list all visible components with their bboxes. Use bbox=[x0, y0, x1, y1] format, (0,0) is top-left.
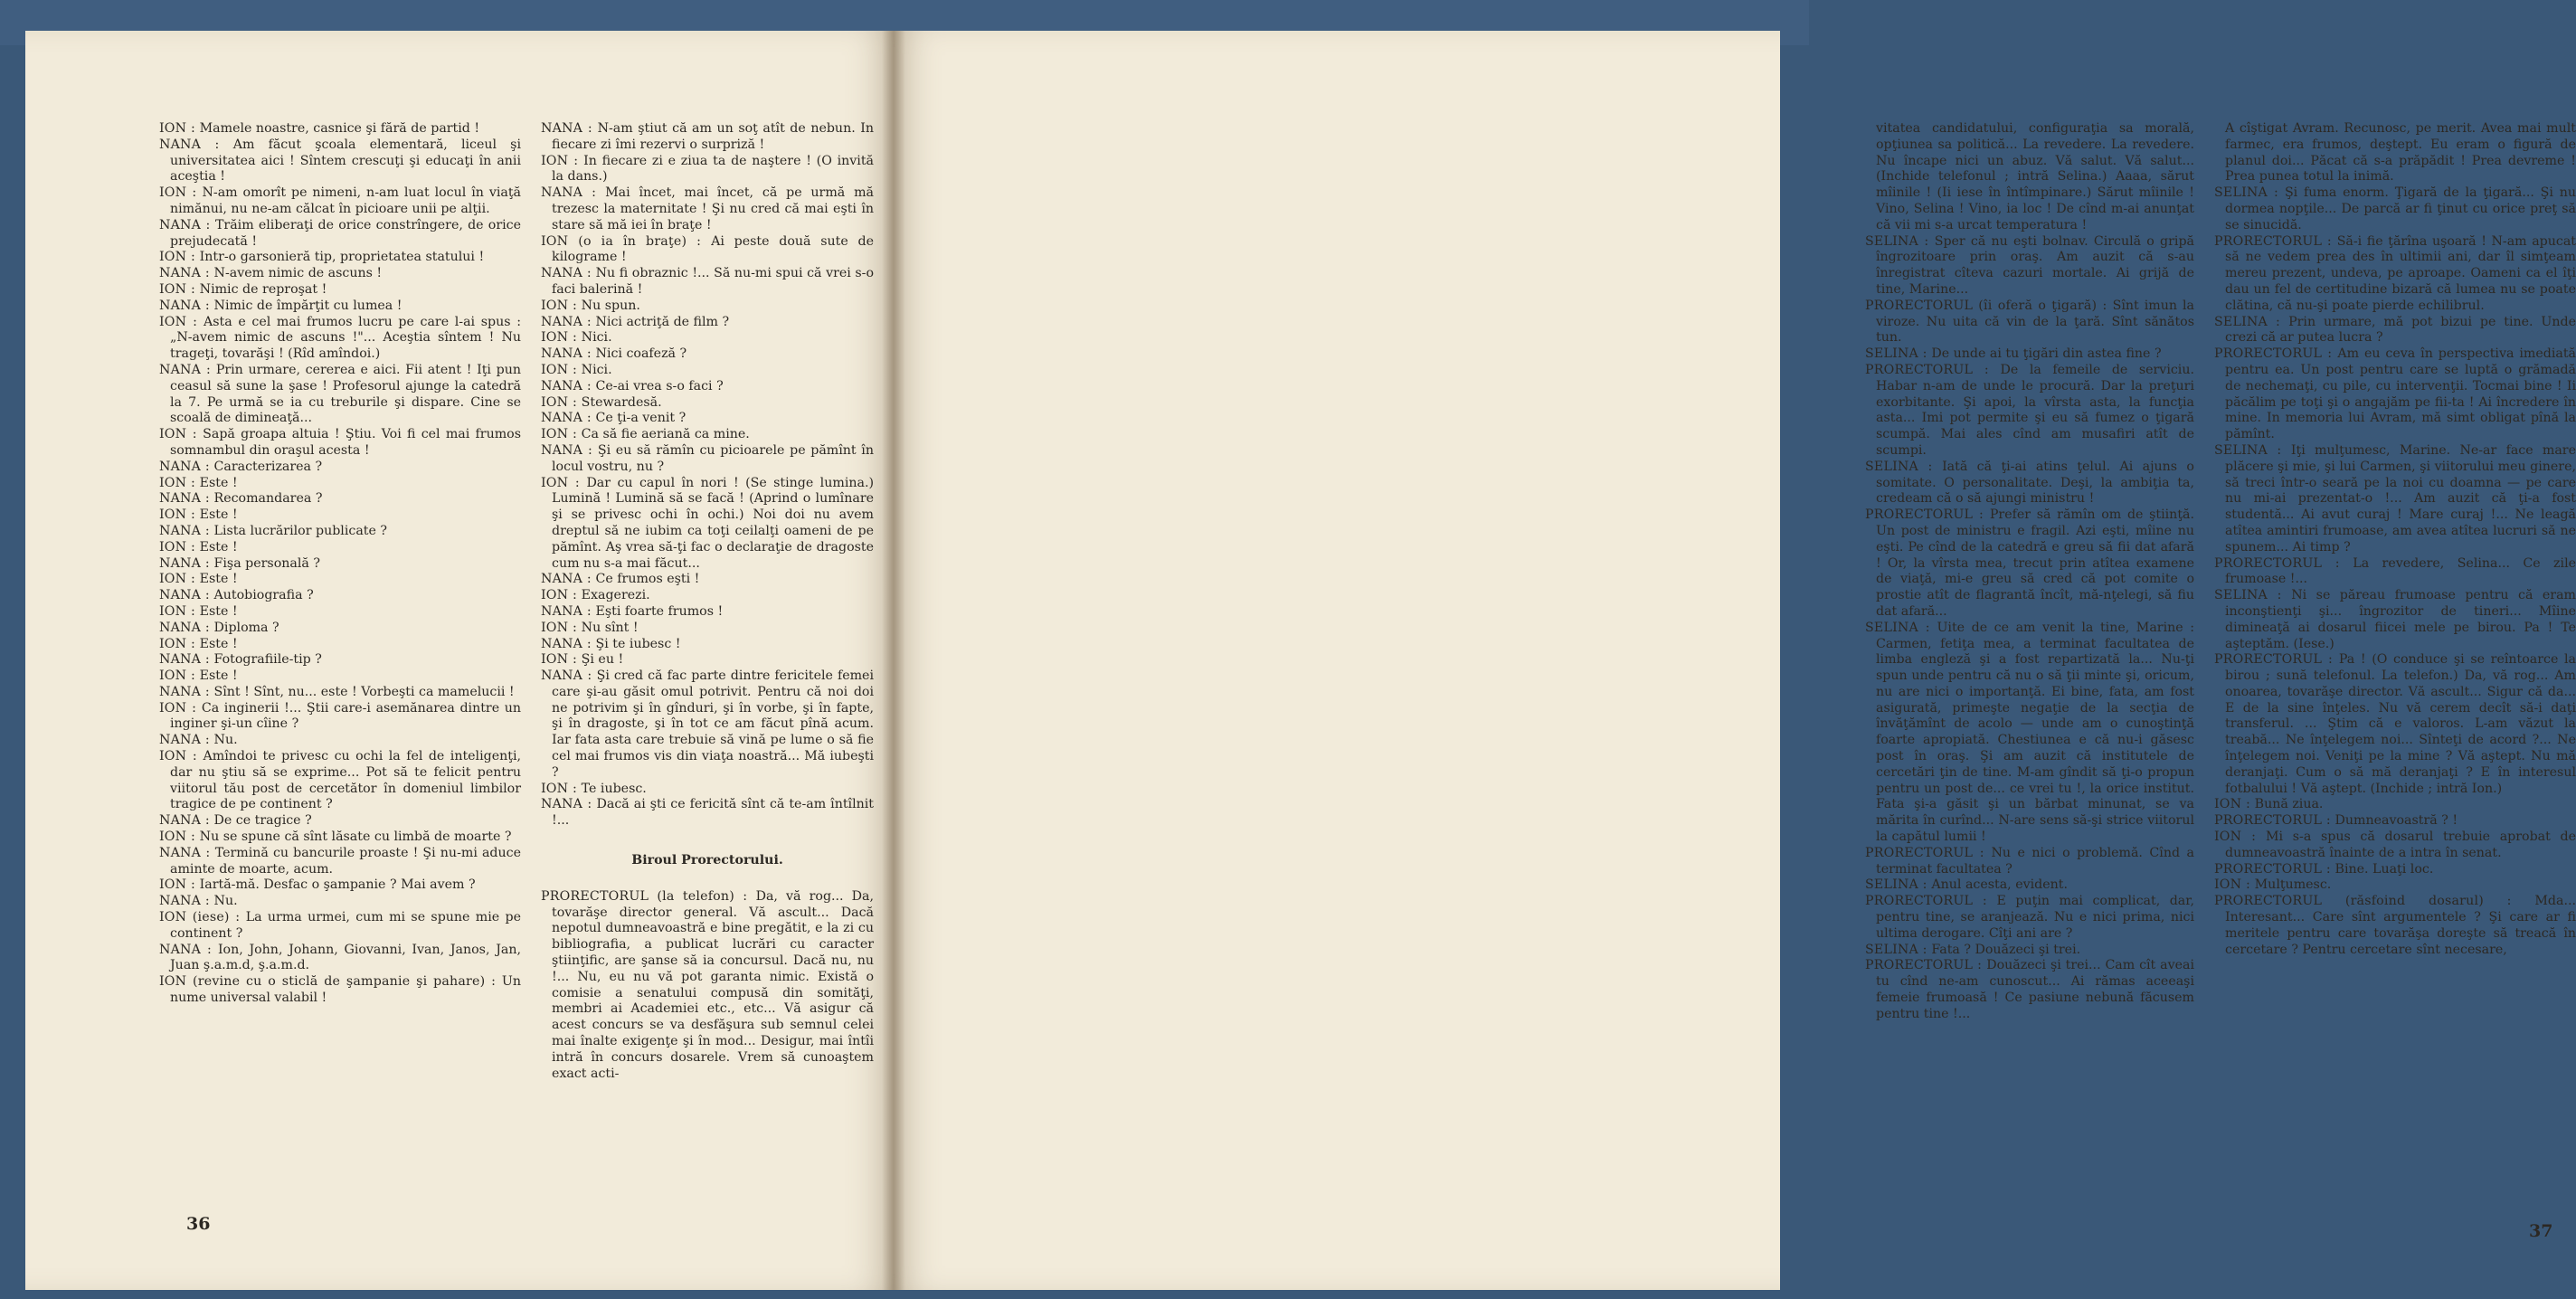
line-text: Nu sînt ! bbox=[581, 620, 639, 635]
line-text: Dacă ai şti ce fericită sînt că te-am întîlnit !... bbox=[552, 797, 874, 829]
speaker-name: ION : bbox=[159, 314, 204, 329]
line-text: Uite de ce am venit la tine, Marine : Carmen, fetiţa mea, a terminat facultatea de limba engleză şi a fost repartizată la... Nu-ţi spun unde pentru că nu o să ţii minte şi, oricum, nu are nici o importanţă. Ei bine, fata, am fost asigurată, primeşte negaţie de la secţia de învăţămînt de acolo — unde am o cunoştinţă foarte apropiată. Chestiunea e că nu-i găsesc post în oraş. Şi am auzit că institutele de cercetări ţin de tine. M-am gîndit să ţi-o propun pentru un post de... ce vrei tu !, la orice institut. Fata şi-a găsit şi un bărbat minunat, se va mărita în curînd... N-are sens să-şi strice viitorul la capătul lumii ! bbox=[1876, 620, 2194, 845]
line-text: De ce tragice ? bbox=[213, 813, 312, 829]
dialogue-line bbox=[2214, 346, 2576, 443]
line-text: Este ! bbox=[199, 572, 238, 587]
speaker-name: ION : bbox=[541, 153, 584, 168]
line-text: Lista lucrărilor publicate ? bbox=[213, 523, 387, 538]
continued-text: vitatea candidatului, configuraţia sa morală, opţiunea sa politică... La revedere. La revedere. Nu încape nici un abuz. Vă salut. Vă salut... (Inchide telefonul ; intră Selina.) Aaaa, sărut mîinile ! (Ii iese în întîmpinare.) Sărut mîinile ! Vino, Selina ! Vino, ia loc ! De cînd m-ai anunţat că vii mi s-a urcat temperatura ! bbox=[1876, 121, 2194, 232]
line-text: Şi cred că fac parte dintre fericitele femei care şi-au găsit omul potrivit. Pentru că noi doi ne potrivim şi în gînduri, şi în vorbe, şi în fapte, şi în dragoste, şi în tot ce am făcut pînă acum. Iar fata asta care trebuie să vină pe lume o să fie cel mai frumos vis din viaţa noastră... Mă iubeşti ? bbox=[552, 668, 874, 780]
line-text: Caracterizarea ? bbox=[213, 459, 323, 474]
dialogue-line bbox=[1865, 877, 2194, 894]
line-text: Fotografiile-tip ? bbox=[213, 652, 322, 668]
line-text: Nu. bbox=[213, 733, 238, 748]
dialogue-line bbox=[541, 266, 874, 299]
line-text: Sapă groapa altuia ! Ştiu. Voi fi cel mai frumos somnambul din oraşul acesta ! bbox=[170, 427, 522, 458]
dialogue-line bbox=[159, 749, 521, 813]
line-text: Nici. bbox=[581, 330, 612, 346]
speaker-name: NANA : bbox=[541, 603, 596, 619]
dialogue-line bbox=[541, 346, 874, 363]
line-text: Bine. Luaţi loc. bbox=[2334, 861, 2434, 877]
line-text: Da, vă rog... Da, tovarăşe director general. Vă ascult... Dacă nepotul dumneavoastră e bine pregătit, e la zi cu bibliografia, a publicat lucrări cu caracter ştiinţific, are şanse să ia concursul. Dacă nu, nu !... Nu, eu nu vă pot garanta nimic. Există o comisie a senatului compusă din somităţi, membri ai Academiei etc., etc... Vă asigur că acest concurs se va desfăşura sub semnul celei mai înalte exigenţe şi în mod... Desigur, mai întîi intră în concurs dosarele. Vrem să cunoaştem exact acti- bbox=[552, 888, 875, 1081]
speaker-name: NANA : bbox=[541, 378, 596, 393]
speaker-name: ION : bbox=[541, 427, 582, 442]
dialogue-line bbox=[159, 733, 521, 749]
line-text: La revedere, Selina... Ce zile frumoase !... bbox=[2225, 555, 2576, 587]
dialogue-line bbox=[159, 427, 521, 460]
speaker-name: NANA : bbox=[159, 588, 214, 603]
dialogue-line bbox=[159, 363, 521, 427]
dialogue-line bbox=[1865, 299, 2194, 346]
speaker-name: SELINA : bbox=[1865, 620, 1937, 635]
dialogue-line bbox=[541, 411, 874, 427]
dialogue-line bbox=[159, 621, 521, 637]
speaker-name: ION : bbox=[541, 588, 582, 603]
speaker-name: NANA : bbox=[159, 845, 215, 860]
line-text: Nimic de împărţit cu lumea ! bbox=[213, 298, 402, 313]
line-text: Nici. bbox=[581, 362, 612, 377]
line-text: Stewardesă. bbox=[581, 394, 662, 410]
page-number-left: 36 bbox=[186, 1214, 211, 1234]
line-text: Şi eu să rămîn cu picioarele pe pămînt în locul vostru, nu ? bbox=[552, 442, 874, 474]
dialogue-line bbox=[1865, 507, 2194, 621]
line-text: Trăim eliberaţi de orice constrîngere, de orice prejudecată ! bbox=[170, 217, 521, 249]
dialogue-line bbox=[159, 315, 521, 363]
dialogue-line bbox=[1865, 346, 2194, 363]
line-text: Prin urmare, mă pot bizui pe tine. Unde crezi că ar putea lucra ? bbox=[2225, 314, 2576, 346]
speaker-name: PRORECTORUL : bbox=[2214, 652, 2339, 668]
line-text: Nu e nici o problemă. Cînd a terminat facultatea ? bbox=[1876, 845, 2194, 877]
speaker-name: NANA : bbox=[159, 894, 214, 909]
speaker-name: NANA : bbox=[159, 266, 214, 281]
line-text: Să-i fie ţărîna uşoară ! N-am apucat să ne vedem prea des în ultimii ani, dar îl simţeam mereu prezent, undeva, pe aproape. Oameni ca el îţi dau un fel de certitudine bizară că lumea nu se poate clătina, că nu-şi poate pierde echilibrul. bbox=[2225, 233, 2576, 313]
speaker-name: SELINA : bbox=[2214, 185, 2285, 201]
speaker-name: NANA : bbox=[541, 266, 596, 281]
speaker-name: ION : bbox=[2214, 797, 2255, 812]
scene-heading: Biroul Prorectorului. bbox=[631, 853, 783, 868]
dialogue-line bbox=[159, 813, 521, 830]
line-text: N-avem nimic de ascuns ! bbox=[213, 266, 383, 281]
dialogue-line bbox=[541, 797, 874, 830]
dialogue-line bbox=[159, 637, 521, 653]
speaker-name: ION : bbox=[159, 427, 204, 442]
line-text: Te iubesc. bbox=[581, 781, 647, 796]
dialogue-line bbox=[2214, 652, 2576, 797]
speaker-name: ION : bbox=[159, 185, 203, 201]
dialogue-line bbox=[2214, 877, 2576, 894]
speaker-name: ION : bbox=[159, 749, 204, 764]
line-text: Autobiografia ? bbox=[213, 588, 314, 603]
line-text: In fiecare zi e ziua ta de naştere ! (O invită la dans.) bbox=[552, 153, 874, 185]
speaker-name: NANA : bbox=[159, 217, 215, 232]
speaker-name: NANA : bbox=[541, 346, 596, 362]
line-text: E puţin mai complicat, dar, pentru tine, se aranjează. Nu e nici prima, nici ultima derogare. Cîţi ani are ? bbox=[1876, 894, 2194, 941]
speaker-name: ION : bbox=[2214, 877, 2255, 893]
dialogue-line bbox=[2214, 894, 2576, 958]
speaker-name: ION : bbox=[159, 636, 200, 651]
line-text: Este ! bbox=[199, 507, 238, 523]
speaker-name: NANA : bbox=[159, 362, 216, 377]
dialogue-line bbox=[159, 507, 521, 524]
speaker-name: ION : bbox=[159, 250, 200, 265]
dialogue-line bbox=[159, 460, 521, 476]
dialogue-line bbox=[2214, 813, 2576, 830]
book-gutter bbox=[882, 31, 905, 1290]
dialogue-line bbox=[159, 185, 521, 218]
line-text: Diploma ? bbox=[213, 620, 279, 635]
speaker-name: ION : bbox=[159, 281, 200, 297]
dialogue-line bbox=[159, 846, 521, 878]
speaker-name: ION : bbox=[159, 700, 202, 716]
line-text: Eşti foarte frumos ! bbox=[595, 603, 724, 619]
line-text: Şi te iubesc ! bbox=[595, 636, 681, 651]
speaker-name: ION : bbox=[541, 781, 582, 796]
speaker-name: ION : bbox=[541, 652, 582, 668]
dialogue-line bbox=[159, 668, 521, 685]
line-text: Iată că ţi-ai atins ţelul. Ai ajuns o somitate. O personalitate. Deşi, la ambiţia ta, credeam că o să ajungi ministru ! bbox=[1876, 459, 2194, 507]
line-text: Am eu ceva în perspectiva imediată pentru ea. Un post pentru care se luptă o grămadă de nechemaţi, cu pile, cu intervenţii. Tocmai bine ! Ii păcălim pe toţi şi o angajăm pe fii-ta ! Ai încredere în mine. In memoria lui Avram, mă simt obligat pînă la pămînt. bbox=[2225, 346, 2576, 442]
speaker-name: ION (revine cu o sticlă de şampanie şi pahare) : bbox=[159, 974, 502, 990]
line-text: Prin urmare, cererea e aici. Fii atent ! Iţi pun ceasul să sune la şase ! Profesorul ajunge la catedră la 7. Pe urmă se ia cu treburile şi dispare. Cine se scoală de dimineaţă... bbox=[170, 362, 521, 426]
dialogue-line bbox=[541, 395, 874, 412]
line-text: Ca să fie aeriană ca mine. bbox=[581, 427, 750, 442]
line-text: Am făcut şcoala elementară, liceul şi universitatea aici ! Sîntem crescuţi şi educaţi în anii aceştia ! bbox=[170, 137, 521, 185]
dialogue-line bbox=[541, 363, 874, 379]
speaker-name: ION (o ia în braţe) : bbox=[541, 233, 712, 249]
line-text: Pa ! (O conduce şi se reîntoarce la birou ; sună telefonul. La telefon.) Da, vă rog... Am onoarea, tovarăşe director. Vă ascult... Sigur că da... E de la sine înţeles. Nu vă cerem decît să-i daţi transferul. ... Ştim că e valoros. L-am văzut la treabă... Ne înţelegem noi... Sînteţi de acord ?... Ne înţelegem noi. Veniţi pe la mine ? Vă aştept. Nu mă deranjaţi. Cum o să mă deranjaţi ? E în interesul fotbalului ! Vă aştept. (Inchide ; intră Ion.) bbox=[2225, 652, 2576, 796]
dialogue-line bbox=[2214, 185, 2576, 233]
line-text: Nu se spune că sînt lăsate cu limbă de moarte ? bbox=[199, 830, 512, 845]
speaker-name: PRORECTORUL : bbox=[2214, 813, 2335, 829]
speaker-name: NANA : bbox=[541, 314, 596, 329]
speaker-name: PRORECTORUL : bbox=[1865, 362, 2001, 377]
line-text: Este ! bbox=[199, 668, 238, 684]
page-number-right: 37 bbox=[2529, 1221, 2553, 1241]
speaker-name: PRORECTORUL : bbox=[1865, 845, 1992, 860]
dialogue-line bbox=[159, 877, 521, 894]
line-text: Nu fi obraznic !... Să nu-mi spui că vrei s-o faci balerină ! bbox=[552, 266, 874, 297]
dialogue-line bbox=[541, 572, 874, 588]
dialogue-line bbox=[541, 889, 874, 1083]
dialogue-line bbox=[1865, 943, 2194, 959]
line-text: Asta e cel mai frumos lucru pe care l-ai spus : „N-avem nimic de ascuns !"... Aceştia sîntem ! Nu trageţi, tovarăşi ! (Rîd amîndoi.) bbox=[170, 314, 521, 362]
line-text: Intr-o garsonieră tip, proprietatea statului ! bbox=[199, 250, 485, 265]
dialogue-line bbox=[159, 701, 521, 734]
line-text: Exagerezi. bbox=[581, 588, 650, 603]
speaker-name: NANA : bbox=[159, 555, 214, 571]
column-3 bbox=[1865, 121, 2194, 1023]
speaker-name: SELINA : bbox=[2214, 442, 2291, 458]
dialogue-line bbox=[2214, 830, 2576, 862]
speaker-name: NANA : bbox=[159, 491, 214, 507]
dialogue-line bbox=[541, 154, 874, 186]
speaker-name: ION : bbox=[541, 298, 582, 313]
line-text: Este ! bbox=[199, 636, 238, 651]
dialogue-line bbox=[2214, 862, 2576, 878]
speaker-name: NANA : bbox=[159, 684, 214, 699]
line-text: Nici coafeză ? bbox=[595, 346, 687, 362]
dialogue-line bbox=[541, 234, 874, 267]
line-text: N-am omorît pe nimeni, n-am luat locul în viaţă nimănui, nu ne-am călcat în picioare unii pe alţii. bbox=[170, 185, 521, 216]
column-2 bbox=[541, 121, 874, 1082]
line-text: Ce frumos eşti ! bbox=[595, 572, 700, 587]
dialogue-line bbox=[159, 556, 521, 573]
dialogue-line bbox=[541, 330, 874, 346]
line-text: Prefer să rămîn om de ştiinţă. Un post de ministru e fragil. Azi eşti, mîine nu eşti. Pe cînd de la catedră e greu să fii dat afară ! Or, la vîrsta mea, trecut prin atîtea examene de viaţă, mi-e greu să cred că pot comite o prostie atît de flagrantă încît, mă-nţelegi, să fiu dat afară... bbox=[1876, 507, 2194, 619]
dialogue-line bbox=[2214, 588, 2576, 652]
speaker-name: ION (iese) : bbox=[159, 910, 246, 925]
speaker-name: PRORECTORUL : bbox=[1865, 507, 1990, 523]
speaker-name: NANA : bbox=[159, 459, 214, 474]
speaker-name: NANA : bbox=[159, 620, 214, 635]
line-text: Nu. bbox=[213, 894, 238, 909]
speaker-name: PRORECTORUL (răsfoind dosarul) : bbox=[2214, 894, 2535, 909]
dialogue-line bbox=[541, 427, 874, 443]
line-text: Ai peste două sute de kilograme ! bbox=[552, 233, 874, 265]
dialogue-line bbox=[1865, 621, 2194, 846]
dialogue-line bbox=[541, 637, 874, 653]
dialogue-line bbox=[159, 588, 521, 604]
dialogue-line bbox=[541, 621, 874, 637]
line-text: Este ! bbox=[199, 539, 238, 555]
line-text: Iartă-mă. Desfac o şampanie ? Mai avem ? bbox=[199, 877, 476, 893]
dialogue-line bbox=[159, 572, 521, 588]
speaker-name: ION : bbox=[541, 620, 582, 635]
line-text: De unde ai tu ţigări din astea fine ? bbox=[1931, 346, 2162, 362]
speaker-name: ION : bbox=[159, 475, 200, 490]
line-text: De la femeile de serviciu. Habar n-am de unde le procură. Dar la preţuri exorbitante. Şi apoi, la vîrsta asta, la funcţia asta... Imi pot permite şi eu să fumez o ţigară scumpă. Mai ales cînd am musafiri atît de scumpi. bbox=[1876, 362, 2194, 458]
speaker-name: SELINA : bbox=[2214, 314, 2289, 329]
speaker-name: ION : bbox=[159, 121, 200, 136]
column-1 bbox=[159, 121, 521, 1007]
dialogue-line bbox=[159, 121, 521, 137]
speaker-name: NANA : bbox=[541, 121, 598, 136]
speaker-name: ION : bbox=[159, 507, 200, 523]
speaker-name: NANA : bbox=[541, 442, 598, 458]
dialogue-line bbox=[1865, 846, 2194, 878]
speaker-name: PRORECTORUL : bbox=[1865, 958, 1987, 973]
line-text: N-am ştiut că am un soţ atît de nebun. In fiecare zi îmi rezervi o surpriză ! bbox=[552, 121, 874, 152]
dialogue-line bbox=[541, 604, 874, 621]
speaker-name: ION : bbox=[159, 603, 200, 619]
line-text: Ni se păreau frumoase pentru că eram inconştienţi şi... îngrozitor de tineri... Mîine dimineaţă ai dosarul fiicei mele pe birou. Pa ! Te aşteptăm. (Iese.) bbox=[2225, 588, 2576, 651]
line-text: Fata ? Douăzeci şi trei. bbox=[1931, 942, 2081, 957]
speaker-name: PRORECTORUL : bbox=[2214, 233, 2337, 249]
dialogue-line bbox=[159, 476, 521, 492]
line-text: Nimic de reproşat ! bbox=[199, 281, 327, 297]
line-text: Sînt ! Sînt, nu... este ! Vorbeşti ca mamelucii ! bbox=[213, 684, 515, 699]
dialogue-line bbox=[2214, 443, 2576, 556]
dialogue-line bbox=[541, 379, 874, 395]
dialogue-line bbox=[159, 282, 521, 299]
dialogue-line bbox=[159, 540, 521, 556]
line-text: Sînt imun la viroze. Nu uita că vin de la ţară. Sînt sănătos tun. bbox=[1876, 298, 2194, 346]
speaker-name: PRORECTORUL : bbox=[2214, 555, 2353, 571]
line-text: Şi eu ! bbox=[581, 652, 624, 668]
dialogue-line bbox=[159, 218, 521, 251]
dialogue-line bbox=[159, 943, 521, 975]
speaker-name: NANA : bbox=[541, 797, 597, 812]
speaker-name: SELINA : bbox=[1865, 942, 1932, 957]
speaker-name: PRORECTORUL (la telefon) : bbox=[541, 888, 756, 904]
line-text: Ce ţi-a venit ? bbox=[595, 411, 687, 426]
dialogue-line bbox=[159, 652, 521, 668]
speaker-name: SELINA : bbox=[1865, 346, 1932, 362]
line-text: Mamele noastre, casnice şi fără de partid ! bbox=[199, 121, 480, 136]
speaker-name: NANA : bbox=[541, 185, 606, 201]
dialogue-line bbox=[1865, 363, 2194, 460]
line-text: Este ! bbox=[199, 603, 238, 619]
line-text: Ca inginerii !... Ştii care-i asemănarea dintre un inginer şi-un cîine ? bbox=[170, 700, 521, 732]
dialogue-line bbox=[541, 315, 874, 331]
speaker-name: ION : bbox=[159, 877, 200, 893]
dialogue-line bbox=[1865, 460, 2194, 507]
column-4 bbox=[2214, 121, 2576, 958]
dialogue-line bbox=[541, 299, 874, 315]
dialogue-line bbox=[159, 830, 521, 846]
line-text: Iţi mulţumesc, Marine. Ne-ar face mare plăcere şi mie, şi lui Carmen, şi viitorului meu ginere, să treci într-o seară pe la noi cu doamna — pe care nu mi-ai prezentat-o !... Am auzit că ţi-a fost studentă... Ai avut curaj ! Mare curaj !... Ne leagă atîtea amintiri frumoase, am avea atîtea lucruri să ne spunem... Ai timp ? bbox=[2225, 442, 2576, 555]
dialogue-line bbox=[159, 266, 521, 282]
line-text: Sper că nu eşti bolnav. Circulă o gripă îngrozitoare prin oraş. Am auzit că s-au înregistrat cîteva cazuri mortale. Ai grijă de tine, Marine... bbox=[1876, 233, 2194, 297]
speaker-name: NANA : bbox=[159, 652, 214, 668]
speaker-name: SELINA : bbox=[1865, 877, 1932, 893]
speaker-name: ION : bbox=[2214, 830, 2266, 845]
dialogue-line bbox=[159, 250, 521, 266]
speaker-name: NANA : bbox=[541, 668, 597, 684]
speaker-name: PRORECTORUL : bbox=[2214, 861, 2335, 877]
dialogue-line bbox=[2214, 556, 2576, 589]
line-text: Un nume universal valabil ! bbox=[170, 974, 521, 1006]
speaker-name: NANA : bbox=[159, 813, 214, 829]
speaker-name: SELINA : bbox=[2214, 588, 2292, 603]
dialogue-line bbox=[1865, 958, 2194, 1022]
dialogue-line bbox=[541, 121, 874, 154]
line-text: Anul acesta, evident. bbox=[1931, 877, 2068, 893]
dialogue-line bbox=[1865, 894, 2194, 942]
line-text: Mda... Interesant... Care sînt argumentele ? Şi care ar fi meritele pentru care tovarăşa doreşte să treacă în cercetare ? Pentru cercetare sînt necesare, bbox=[2225, 894, 2576, 957]
speaker-name: PRORECTORUL (îi oferă o ţigară) : bbox=[1865, 298, 2113, 313]
speaker-name: NANA : bbox=[541, 572, 596, 587]
left-page bbox=[25, 31, 894, 1290]
continued-text: A cîştigat Avram. Recunosc, pe merit. Avea mai mult farmec, era frumos, deştept. Eu eram o figură de planul doi... Păcat că s-a prăpădit ! Prea devreme ! Prea punea totul la inimă. bbox=[2225, 121, 2576, 185]
dialogue-line bbox=[159, 524, 521, 540]
dialogue-line bbox=[159, 910, 521, 943]
line-text: Ce-ai vrea s-o faci ? bbox=[595, 378, 724, 393]
line-text: La urma urmei, cum mi se spune mie pe continent ? bbox=[170, 910, 521, 941]
speaker-name: PRORECTORUL : bbox=[1865, 894, 1997, 909]
line-text: Ion, John, Johann, Giovanni, Ivan, Janos, Jan, Juan ş.a.m.d, ş.a.m.d. bbox=[170, 942, 521, 973]
speaker-name: NANA : bbox=[159, 942, 218, 957]
dialogue-line bbox=[541, 668, 874, 782]
line-text: Termină cu bancurile proaste ! Şi nu-mi aduce aminte de moarte, acum. bbox=[170, 845, 521, 877]
line-text: Fişa personală ? bbox=[213, 555, 320, 571]
dialogue-line bbox=[159, 299, 521, 315]
dialogue-line bbox=[159, 974, 521, 1007]
dialogue-line bbox=[159, 491, 521, 507]
speaker-name: SELINA : bbox=[1865, 233, 1935, 249]
line-text: Amîndoi te privesc cu ochi la fel de inteligenţi, dar nu ştiu să se exprime... Pot să te felicit pentru viitorul tău post de cercetător în domeniul limbilor tragice de pe continent ? bbox=[170, 749, 521, 812]
dialogue-line bbox=[2214, 797, 2576, 813]
dialogue-line bbox=[2214, 234, 2576, 315]
line-text: Dar cu capul în nori ! (Se stinge lumina.) Lumină ! Lumină să se facă ! (Aprind o lumînare şi se privesc ochi în ochi.) Noi doi nu avem dreptul să ne iubim ca toţi ceilalţi oameni de pe pămînt. Aş vrea să-ţi fac o declaraţie de dragoste cum nu s-a mai făcut... bbox=[552, 475, 874, 571]
line-text: Şi fuma enorm. Ţigară de la ţigară... Şi nu dormea nopţile... De parcă ar fi ţinut cu orice preţ să se sinucidă. bbox=[2225, 185, 2576, 232]
dialogue-line bbox=[541, 443, 874, 476]
dialogue-line bbox=[541, 476, 874, 573]
speaker-name: ION : bbox=[159, 572, 200, 587]
speaker-name: ION : bbox=[541, 330, 582, 346]
speaker-name: NANA : bbox=[541, 411, 596, 426]
dialogue-line bbox=[159, 685, 521, 701]
dialogue-line bbox=[541, 652, 874, 668]
speaker-name: NANA : bbox=[541, 636, 596, 651]
speaker-name: ION : bbox=[541, 394, 582, 410]
dialogue-line bbox=[159, 137, 521, 185]
dialogue-line bbox=[541, 588, 874, 604]
speaker-name: SELINA : bbox=[1865, 459, 1943, 474]
line-text: Nici actriţă de film ? bbox=[595, 314, 730, 329]
speaker-name: ION : bbox=[159, 539, 200, 555]
dialogue-line bbox=[2214, 315, 2576, 347]
dialogue-line bbox=[159, 604, 521, 621]
line-text: Este ! bbox=[199, 475, 238, 490]
line-text: Douăzeci şi trei... Cam cît aveai tu cînd ne-am cunoscut... Ai rămas aceeaşi femeie frumoasă ! Ce pasiune nebună făcusem pentru tine !... bbox=[1876, 958, 2194, 1021]
speaker-name: ION : bbox=[159, 668, 200, 684]
line-text: Mulţumesc. bbox=[2254, 877, 2332, 893]
speaker-name: NANA : bbox=[159, 733, 214, 748]
line-text: Mai încet, mai încet, că pe urmă mă trezesc la maternitate ! Şi nu cred că mai eşti în stare să mă iei în braţe ! bbox=[552, 185, 874, 232]
line-text: Nu spun. bbox=[581, 298, 640, 313]
line-text: Recomandarea ? bbox=[213, 491, 323, 507]
line-text: Mi s-a spus că dosarul trebuie aprobat de dumneavoastră înainte de a intra în senat. bbox=[2225, 830, 2576, 860]
dialogue-line bbox=[541, 782, 874, 798]
speaker-name: NANA : bbox=[159, 137, 233, 152]
speaker-name: ION : bbox=[541, 475, 587, 490]
dialogue-line bbox=[159, 894, 521, 910]
speaker-name: ION : bbox=[541, 362, 582, 377]
dialogue-line bbox=[541, 185, 874, 233]
speaker-name: NANA : bbox=[159, 298, 214, 313]
dialogue-line bbox=[1865, 234, 2194, 299]
speaker-name: NANA : bbox=[159, 523, 214, 538]
line-text: Bună ziua. bbox=[2254, 797, 2324, 812]
line-text: Dumneavoastră ? ! bbox=[2334, 813, 2458, 829]
speaker-name: ION : bbox=[159, 830, 200, 845]
right-page bbox=[894, 31, 2576, 1290]
speaker-name: PRORECTORUL : bbox=[2214, 346, 2338, 362]
